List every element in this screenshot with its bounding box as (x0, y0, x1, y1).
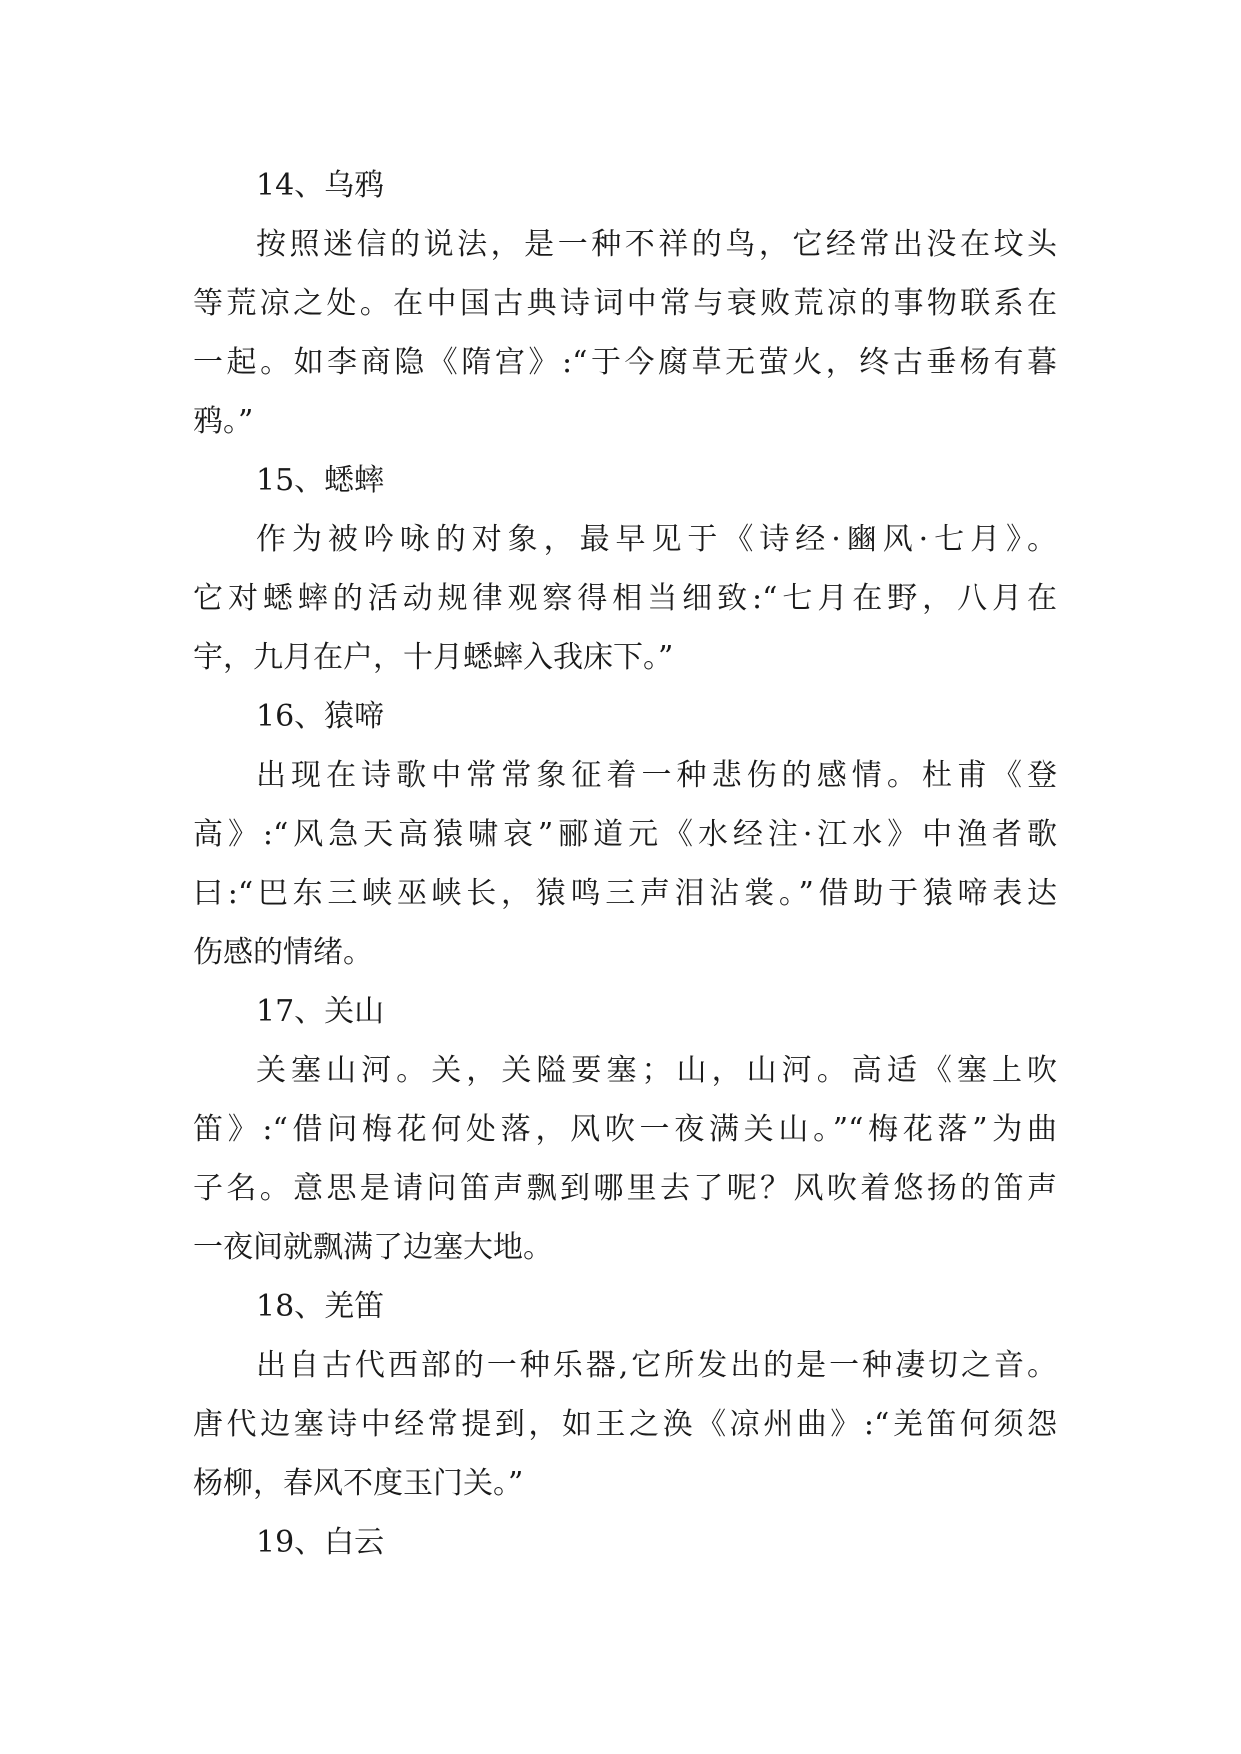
paragraph-line: 宇，九月在户，十月蟋蟀入我床下。” (193, 640, 674, 675)
paragraph-line: 曰:“巴东三峡巫峡长，猿鸣三声泪沾裳。”借助于猿啼表达 (193, 876, 1057, 911)
document-body (193, 156, 1057, 1572)
entry-heading: 16、猿啼 (256, 699, 385, 734)
entry-15-cricket (193, 451, 1057, 687)
entry-heading: 17、关山 (256, 994, 385, 1029)
paragraph-line: 出现在诗歌中常常象征着一种悲伤的感情。杜甫《登 (256, 758, 1057, 793)
paragraph-line: 鸦。” (193, 404, 254, 439)
paragraph-line: 等荒凉之处。在中国古典诗词中常与衰败荒凉的事物联系在 (193, 286, 1057, 321)
entry-heading: 18、羌笛 (256, 1289, 385, 1324)
entry-heading: 15、蟋蟀 (256, 463, 385, 498)
entry-17-guanshan (193, 982, 1057, 1277)
entry-heading: 19、白云 (256, 1525, 385, 1560)
paragraph-line: 出自古代西部的一种乐器,它所发出的是一种凄切之音。 (256, 1348, 1057, 1383)
paragraph-line: 关塞山河。关，关隘要塞；山，山河。高适《塞上吹 (256, 1053, 1057, 1088)
paragraph-line: 它对蟋蟀的活动规律观察得相当细致:“七月在野，八月在 (193, 581, 1057, 616)
paragraph-line: 唐代边塞诗中经常提到，如王之涣《凉州曲》:“羌笛何须怨 (193, 1407, 1057, 1442)
entry-16-ape-cry (193, 687, 1057, 982)
paragraph-line: 一起。如李商隐《隋宫》:“于今腐草无萤火，终古垂杨有暮 (193, 345, 1057, 380)
paragraph-line: 杨柳，春风不度玉门关。” (193, 1466, 524, 1501)
paragraph-line: 伤感的情绪。 (193, 935, 373, 970)
entry-heading: 14、乌鸦 (256, 168, 385, 203)
paragraph-line: 一夜间就飘满了边塞大地。 (193, 1230, 553, 1265)
paragraph-line: 高》:“风急天高猿啸哀”郦道元《水经注·江水》中渔者歌 (193, 817, 1057, 852)
entry-18-qiang-flute (193, 1277, 1057, 1513)
paragraph-line: 作为被吟咏的对象，最早见于《诗经·豳风·七月》。 (256, 522, 1057, 557)
paragraph-line: 笛》:“借问梅花何处落，风吹一夜满关山。”“梅花落”为曲 (193, 1112, 1057, 1147)
paragraph-line: 按照迷信的说法，是一种不祥的鸟，它经常出没在坟头 (256, 227, 1057, 262)
entry-19-white-cloud (193, 1513, 1057, 1572)
entry-14-crow (193, 156, 1057, 451)
paragraph-line: 子名。意思是请问笛声飘到哪里去了呢？风吹着悠扬的笛声 (193, 1171, 1057, 1206)
